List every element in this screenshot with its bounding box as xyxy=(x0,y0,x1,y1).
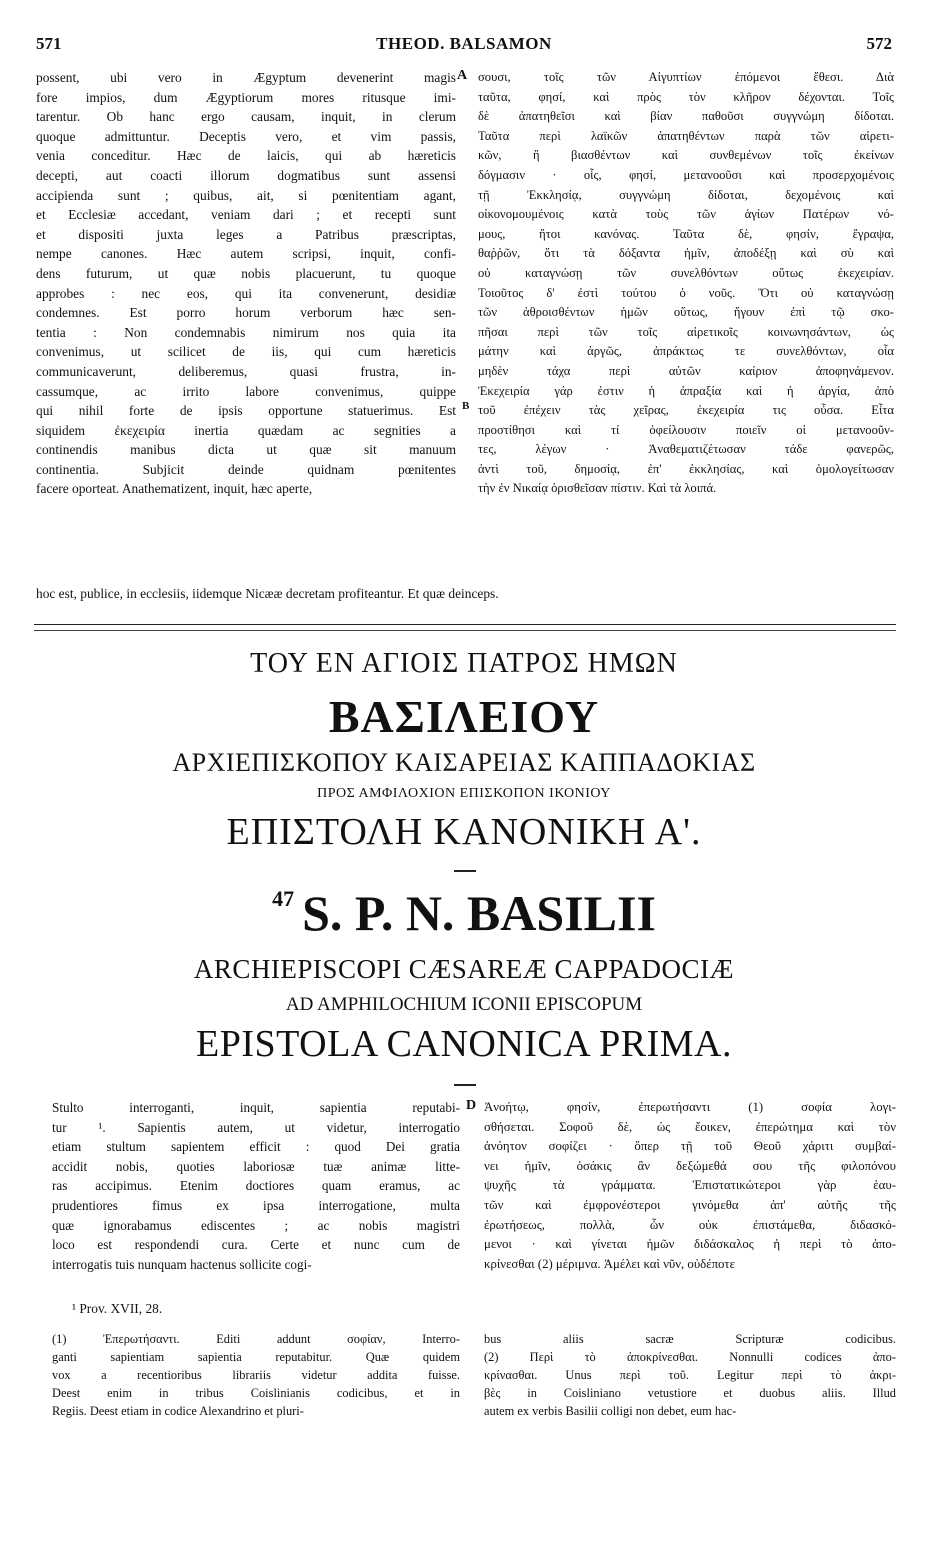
text-line: δὲ ἀπατηθεῖσι καὶ βίαν παθοῦσι συγγνώμη δίδοται. xyxy=(478,109,894,124)
text-line: μους, ἤτοι κανόνας. Ταῦτα δὲ, φησίν, ἔγραψα, xyxy=(478,226,894,241)
text-line: et Ecclesiæ accedant, veniam dari ; et recepti sunt xyxy=(36,207,456,223)
text-line: τῶν ἀθροισθέντων ἡμῶν οὕτως, ἤγουν ἐπὶ τῷ σκο- xyxy=(478,305,894,320)
text-line: possent, ubi vero in Ægyptum devenerint magis xyxy=(36,70,456,85)
latin-column-top xyxy=(36,68,456,499)
footnote-line: Deest enim in tribus Coislinianis codicibus, et in xyxy=(52,1386,460,1400)
scripture-reference: ¹ Prov. XVII, 28. xyxy=(72,1301,163,1316)
text-line: τες, λέγων · Ἀναθεματιζέτωσαν τάδε φανερῶς, xyxy=(478,442,894,457)
text-line: Ταῦτα περὶ λαϊκῶν ἀπατηθέντων παρὰ τῶν αἱρετι- xyxy=(478,128,894,143)
footnote-line: vox a recentioribus librariis videtur addita fuisse. xyxy=(52,1368,460,1382)
text-line: μηδὲν τάχα περὶ αὐτῶν καίριον ἀποφηνάμενον. xyxy=(478,363,894,378)
footnotes-left xyxy=(52,1330,460,1420)
text-line: σθήσεται. Σοφοῦ δὲ, ὡς ἔοικεν, ἐπερώτημα καὶ τὸν xyxy=(484,1119,896,1134)
latin-title-number: 47 xyxy=(272,886,295,911)
greek-column-body xyxy=(484,1098,896,1274)
text-line: venia conceditur. Hæc de laicis, qui ab hæreticis xyxy=(36,148,456,164)
text-line: σουσι, τοῖς τῶν Αἰγυπτίων ἑπόμενοι ἔθεσι. Διὰ xyxy=(478,70,894,84)
text-line: decepti, aut coacti illorum dogmatibus sunt assensi xyxy=(36,167,456,183)
latin-title-name-row xyxy=(0,884,928,942)
text-line: τῶν καὶ ἐμφρονέστεροι γινόμεθα ἀπ' αὐτῆς τῆς xyxy=(484,1197,896,1212)
greek-column-top xyxy=(478,68,894,499)
text-line: θαῤῥῶν, ὅτι τὰ δόξαντα ἡμῖν, ἀποδέξῃ καὶ σὺ καὶ xyxy=(478,246,894,261)
margin-marker-b: B xyxy=(462,400,470,412)
text-line: approbes : nec eos, qui ita convenerunt, desidiæ xyxy=(36,285,456,301)
latin-title-line-4: EPISTOLA CANONICA PRIMA. xyxy=(196,1023,732,1065)
text-line: condemnes. Est porro horum verborum hæc sen- xyxy=(36,305,456,321)
section-divider-thin xyxy=(34,630,896,631)
text-line: Ἀνοήτῳ, φησίν, ἐπερωτήσαντι (1) σοφία λογι- xyxy=(484,1100,896,1114)
text-line: prudentiores fimus ex ipsa interrogatione, multa xyxy=(52,1197,460,1213)
text-line: ἀντὶ τοῦ, δημοσίᾳ, ἐπ' ἐκκλησίας, καὶ ὁμολογείτωσαν xyxy=(478,461,894,476)
greek-title-line-5: ΕΠΙΣΤΟΛΗ ΚΑΝΟΝΙΚΗ Α'. xyxy=(226,811,702,853)
greek-title-line-3: ΑΡΧΙΕΠΙΣΚΟΠΟΥ ΚΑΙΣΑΡΕΙΑΣ ΚΑΠΠΑΔΟΚΙΑΣ xyxy=(172,748,756,777)
section-divider xyxy=(34,624,896,625)
text-line: tentia : Non condemnabis nimirum nos quia ita xyxy=(36,324,456,340)
text-line: quoque admittuntur. Deceptis vero, et vim passis, xyxy=(36,128,456,144)
running-title: THEOD. BALSAMON xyxy=(376,34,552,53)
text-line: facere oporteat. Anathematizent, inquit, hæc aperte, xyxy=(36,481,313,497)
greek-title-line-4: ΠΡΟΣ ΑΜΦΙΛΟΧΙΟΝ ΕΠΙΣΚΟΠΟΝ ΙΚΟΝΙΟΥ xyxy=(317,786,611,801)
text-line: interrogatis tuis nunquam hactenus sollicite cogi- xyxy=(52,1256,312,1272)
text-line: accidit nobis, quoties laboriosæ tuæ animæ litte- xyxy=(52,1158,460,1174)
text-line: Ἐκεχειρία γάρ ἐστιν ἡ ἀπραξία καὶ ἡ ἀργία, ἀπὸ xyxy=(478,383,894,398)
text-line: μενοι · καὶ γίνεται ἡμῶν διδάσκαλος ἡ περὶ τὸ ἀπο- xyxy=(484,1237,896,1252)
text-line: τὴν ἐν Νικαίᾳ ὁρισθεῖσαν πίστιν. Καὶ τὰ λοιπά. xyxy=(478,481,717,496)
text-line: ψυχῆς τὰ γράμματα. Ἐπιστατικώτεροι γὰρ ἑαυ- xyxy=(484,1178,896,1193)
text-line: dens futurum, ut quæ nobis placuerunt, tu quoque xyxy=(36,265,456,281)
latin-title-name: S. P. N. BASILII xyxy=(302,885,656,941)
title-dash xyxy=(454,870,476,872)
text-line: quæ ignorabamus ediscentes ; ac nobis magistri xyxy=(52,1217,460,1233)
footnotes-right xyxy=(484,1330,896,1420)
text-line: et dispositi juxta leges a Patribus præscriptas, xyxy=(36,226,456,242)
text-line: communicaverunt, deliberemus, quasi frustra, in- xyxy=(36,363,456,379)
latin-final-line: hoc est, publice, in ecclesiis, iidemque Nicææ decretam profiteantur. Et quæ deinceps. xyxy=(36,586,499,601)
footnote-line: (1) Ἐπερωτήσαντι. Editi addunt σοφίαν, Interro- xyxy=(52,1332,460,1346)
footnote-line: κρίνασθαι. Unus περὶ τοῦ. Legitur περὶ τὸ ἀκρι- xyxy=(484,1368,896,1382)
title-dash-2 xyxy=(454,1084,476,1086)
text-line: continentia. Subjicit deinde quidnam pœnitentes xyxy=(36,461,456,477)
latin-column-body xyxy=(52,1098,460,1274)
text-line: accipienda sunt ; quibus, ait, si pœnitentiam agant, xyxy=(36,187,456,203)
text-line: tur ¹. Sapientis autem, ut videtur, interrogatio xyxy=(52,1119,460,1135)
text-line: etiam stultum sapientem efficit : quod Dei gratia xyxy=(52,1139,460,1155)
text-line: tarentur. Ob hanc ergo causam, inquit, in clerum xyxy=(36,109,456,125)
latin-title-line-2: ARCHIEPISCOPI CÆSAREÆ CAPPADOCIÆ xyxy=(193,954,735,984)
text-line: τῇ Ἐκκλησίᾳ, συγγνώμη δίδοται, δεχομένοις καὶ xyxy=(478,187,894,202)
text-line: cassumque, ac irrito labore convenimus, quippe xyxy=(36,383,456,399)
text-line: convenimus, ut scilicet de iis, qui cum hæreticis xyxy=(36,344,456,360)
text-line: ταῦτα, φησί, καὶ πρὸς τὸν κλῆρον δέχονται. Τοῖς xyxy=(478,89,894,104)
margin-marker-a: A xyxy=(457,68,468,83)
text-line: μάτην καὶ ἀργῶς, ἀπράκτως τε συνελθόντων, οἷα xyxy=(478,344,894,359)
footnote-line: ganti sapientiam sapientia reputabitur. Quæ quidem xyxy=(52,1350,460,1364)
text-line: οὐ καταγνώσῃ τῶν συνελθόντων οὕτως ἐκεχειρίαν. xyxy=(478,265,894,280)
text-line: ras accipimus. Etenim doctiores quam eramus, ac xyxy=(52,1178,460,1194)
greek-title-line-1: ΤΟΥ ΕΝ ΑΓΙΟΙΣ ΠΑΤΡΟΣ ΗΜΩΝ xyxy=(250,648,678,679)
text-line: δόγμασιν · οἷς, φησί, μετανοοῦσι καὶ προσερχομένοις xyxy=(478,167,894,182)
footnote-line: autem ex verbis Basilii colligi non debet, eum hac- xyxy=(484,1404,737,1418)
text-line: loco est respondendi cura. Certe et nunc cum de xyxy=(52,1237,460,1253)
footnote-line: Regiis. Deest etiam in codice Alexandrino et pluri- xyxy=(52,1404,304,1418)
text-line: οἰκονομουμένοις κατὰ τοὺς τῶν ἁγίων Πατέρων νό- xyxy=(478,207,894,222)
right-page-number: 572 xyxy=(866,34,892,53)
text-line: προστίθησι καὶ τί ὀφείλουσιν ποιεῖν οἱ μετανοοῦν- xyxy=(478,422,894,437)
text-line: Stulto interroganti, inquit, sapientia reputabi- xyxy=(52,1100,460,1115)
text-line: κῶν, ἢ βιασθέντων καὶ συνθεμένων τοῖς ἐκείνων xyxy=(478,148,894,163)
text-line: fore impios, dum Ægyptiorum mores ritusque imi- xyxy=(36,89,456,105)
text-line: τοῦ ἐπέχειν τὰς χεῖρας, ἐκεχειρία τις οὖσα. Εἶτα xyxy=(478,403,894,418)
text-line: νει ἡμῖν, ὁσάκις ἂν δεξώμεθά σου τῆς φιλοπόνου xyxy=(484,1158,896,1173)
text-line: nempe canones. Hæc autem scripsi, inquit, confi- xyxy=(36,246,456,262)
latin-title-line-3: AD AMPHILOCHIUM ICONII EPISCOPUM xyxy=(285,994,643,1015)
left-page-number: 571 xyxy=(36,34,62,53)
footnote-line: (2) Περὶ τὸ ἀποκρίνεσθαι. Nonnulli codices ἀπο- xyxy=(484,1350,896,1364)
footnote-line: βὲς in Coisliniano vetustiore et duobus aliis. Illud xyxy=(484,1386,896,1400)
margin-marker-d: D xyxy=(466,1098,477,1113)
running-header xyxy=(36,34,892,58)
text-line: ἀνόητον σοφίζει · ὅπερ τῇ τοῦ Θεοῦ χάριτι συμβαί- xyxy=(484,1139,896,1154)
text-line: siquidem ἐκεχειρία inertia quædam ac segnities a xyxy=(36,422,456,438)
text-line: Τοιοῦτος δ' ἐστὶ τούτου ὁ νοῦς. Ὅτι οὐ καταγνώσῃ xyxy=(478,285,894,300)
text-line: ἐρωτήσεως, πολλὰ, ὧν οὐκ ἐπιστάμεθα, διδασκό- xyxy=(484,1217,896,1232)
text-line: πῆσαι περὶ τῶν τοῖς αἱρετικοῖς κοινωνησάντων, ὡς xyxy=(478,324,894,339)
text-line: continendis manibus dicta ut quæ sit manuum xyxy=(36,442,456,458)
greek-title-name: ΒΑΣΙΛΕΙΟΥ xyxy=(328,691,600,742)
footnote-line: bus aliis sacræ Scripturæ codicibus. xyxy=(484,1332,896,1346)
text-line: κρίνεσθαι (2) μέριμνα. Ἀμέλει καὶ νῦν, οὐδέποτε xyxy=(484,1256,735,1271)
text-line: qui nihil forte de ipsis opportune statuerimus. Est xyxy=(36,403,456,419)
